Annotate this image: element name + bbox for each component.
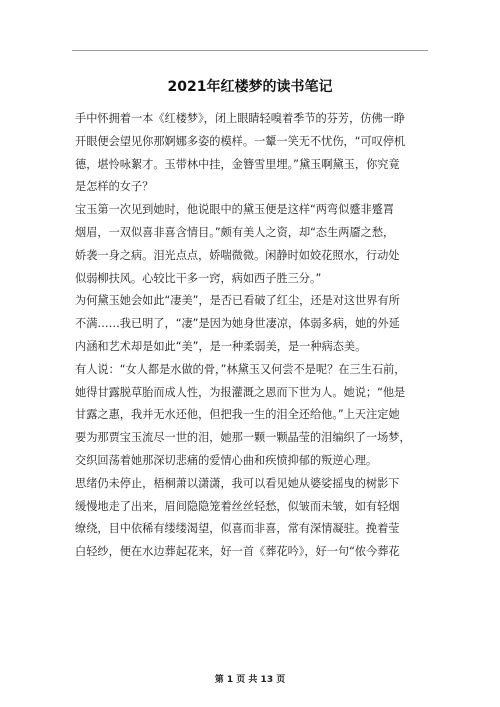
body-line: 宝玉第一次见到她时，他说眼中的黛玉便是这样“两弯似蹙非蹙罥 [75,203,395,217]
body-line: 她得甘露脱草胎而成人性，为报灌溉之恩而下世为人。她说；“他是 [75,385,406,399]
body-line: 手中怀拥着一本《红楼梦》，闭上眼睛轻嗅着季节的芬芳，仿佛一睁 [75,112,406,125]
body-line: 白轻纱，便在水边葬起花来，好一首《葬花吟》，好一句“侬今葬花 [75,545,400,559]
body-line: 交织回荡着她那深切悲痛的爱情心曲和疾愤抑郁的叛逆心理。 [75,453,378,467]
body-line: 娇袭一身之病。泪光点点，娇喘微微。闲静时如姣花照水，行动处 [75,248,400,262]
body-line: 不满……我已明了，“凄”是因为她身世凄凉，体弱多病，她的外延 [75,317,400,331]
body-line: 是怎样的女子？ [75,180,154,194]
body-line: 缭绕，目中依稀有缕缕渴望，似喜而非喜，常有深情凝驻。挽着莹 [75,522,400,536]
body-line: 为何黛玉她会如此“凄美”，是否已看破了红尘，还是对这世界有所 [75,294,400,308]
header-rule [72,50,428,51]
body-line: 德，堪怜咏絮才。玉带林中挂，金簪雪里埋。”黛玉啊黛玉，你究竟 [75,157,400,171]
page-indicator: 第 1 页 共 13 页 [214,675,286,685]
body-line: 甘露之惠，我并无水还他，但把我一生的泪全还给他。”上天注定她 [75,408,400,422]
body-line: 烟眉，一双似喜非喜含情目。”颇有美人之资，却“态生两靥之愁， [75,225,395,239]
body-line: 思绪仍未停止，梧桐萧以潇潇，我可以看见她从婆娑摇曳的树影下 [75,476,400,490]
body-line: 开眼便会望见你那婀娜多姿的模样。一颦一笑无不忧伤，“可叹停机 [75,134,406,148]
body-line: 有人说：“女人都是水做的骨，”林黛玉又何尝不是呢？在三生石前， [75,362,406,376]
body-line: 要为那贾宝玉流尽一世的泪，她那一颗一颗晶莹的泪编织了一场梦， [75,431,411,445]
document-title: 2021年红楼梦的读书笔记 [167,79,333,95]
body-line: 缓慢地走了出来，眉间隐隐笼着丝丝轻愁，似皱而未皱，如有轻烟 [75,499,400,513]
body-line: 内涵和艺术却是如此“美”，是一种柔弱美，是一种病态美。 [75,339,367,353]
document-body [75,108,428,564]
body-line: 似弱柳扶风。心较比干多一窍，病如西子胜三分。” [75,271,322,285]
